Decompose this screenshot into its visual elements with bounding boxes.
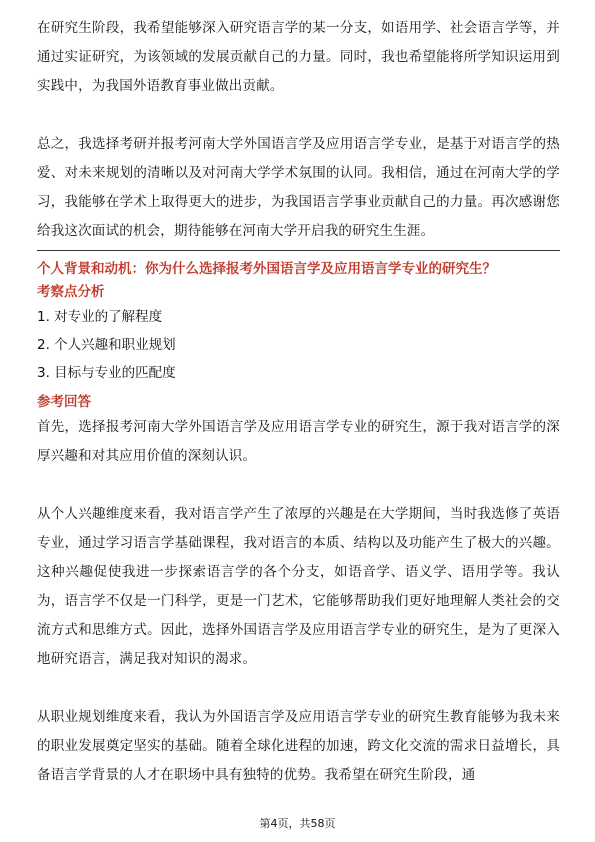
analysis-point: 1. 对专业的了解程度 [37,309,163,325]
conclusion-paragraph: 总之，我选择考研并报考河南大学外国语言学及应用语言学专业，是基于对语言学的热爱、对未来规划的清晰以及对河南大学学术氛围的认同。我相信，通过在河南大学的学习，我能够在学术上取得更大的进步，为我国语言学事业贡献自己的力量。再次感谢您给我这次面试的机会，期待能够在河南大学开启我的研究生生涯。 [37,136,560,239]
answer-paragraph: 首先，选择报考河南大学外国语言学及应用语言学专业的研究生，源于我对语言学的深厚兴趣和对其应用价值的深刻认识。 [37,419,560,464]
section-divider [37,250,560,251]
paragraph-spacer [37,101,560,130]
paragraph-spacer [37,471,560,500]
question-title: 个人背景和动机：你为什么选择报考外国语言学及应用语言学专业的研究生？ [37,261,496,277]
analysis-point: 3. 目标与专业的匹配度 [37,365,176,381]
continuation-paragraph: 在研究生阶段，我希望能够深入研究语言学的某一分支，如语用学、社会语言学等，并通过实证研究，为该领域的发展贡献自己的力量。同时，我也希望能将所学知识运用到实践中，为我国外语教育事业做出贡献。 [37,20,560,94]
answer-paragraph: 从个人兴趣维度来看，我对语言学产生了浓厚的兴趣是在大学期间，当时我选修了英语专业，通过学习语言学基础课程，我对语言的本质、结构以及功能产生了极大的兴趣。这种兴趣促使我进一步探索语言学的各个分支，如语音学、语义学、语用学等。我认为，语言学不仅是一门科学，更是一门艺术，它能够帮助我们更好地理解人类社会的交流方式和思维方式。因此，选择外国语言学及应用语言学专业的研究生，是为了更深入地研究语言，满足我对知识的渴求。 [37,506,560,667]
paragraph-spacer [37,674,560,703]
analysis-heading: 考察点分析 [37,284,105,300]
document-page [37,14,560,790]
analysis-point: 2. 个人兴趣和职业规划 [37,337,176,353]
answer-heading: 参考回答 [37,394,91,410]
answer-paragraph: 从职业规划维度来看，我认为外国语言学及应用语言学专业的研究生教育能够为我未来的职业发展奠定坚实的基础。随着全球化进程的加速，跨文化交流的需求日益增长，具备语言学背景的人才在职场中具有独特的优势。我希望在研究生阶段，通 [37,709,560,783]
page-number: 第4页，共58页 [259,817,336,830]
